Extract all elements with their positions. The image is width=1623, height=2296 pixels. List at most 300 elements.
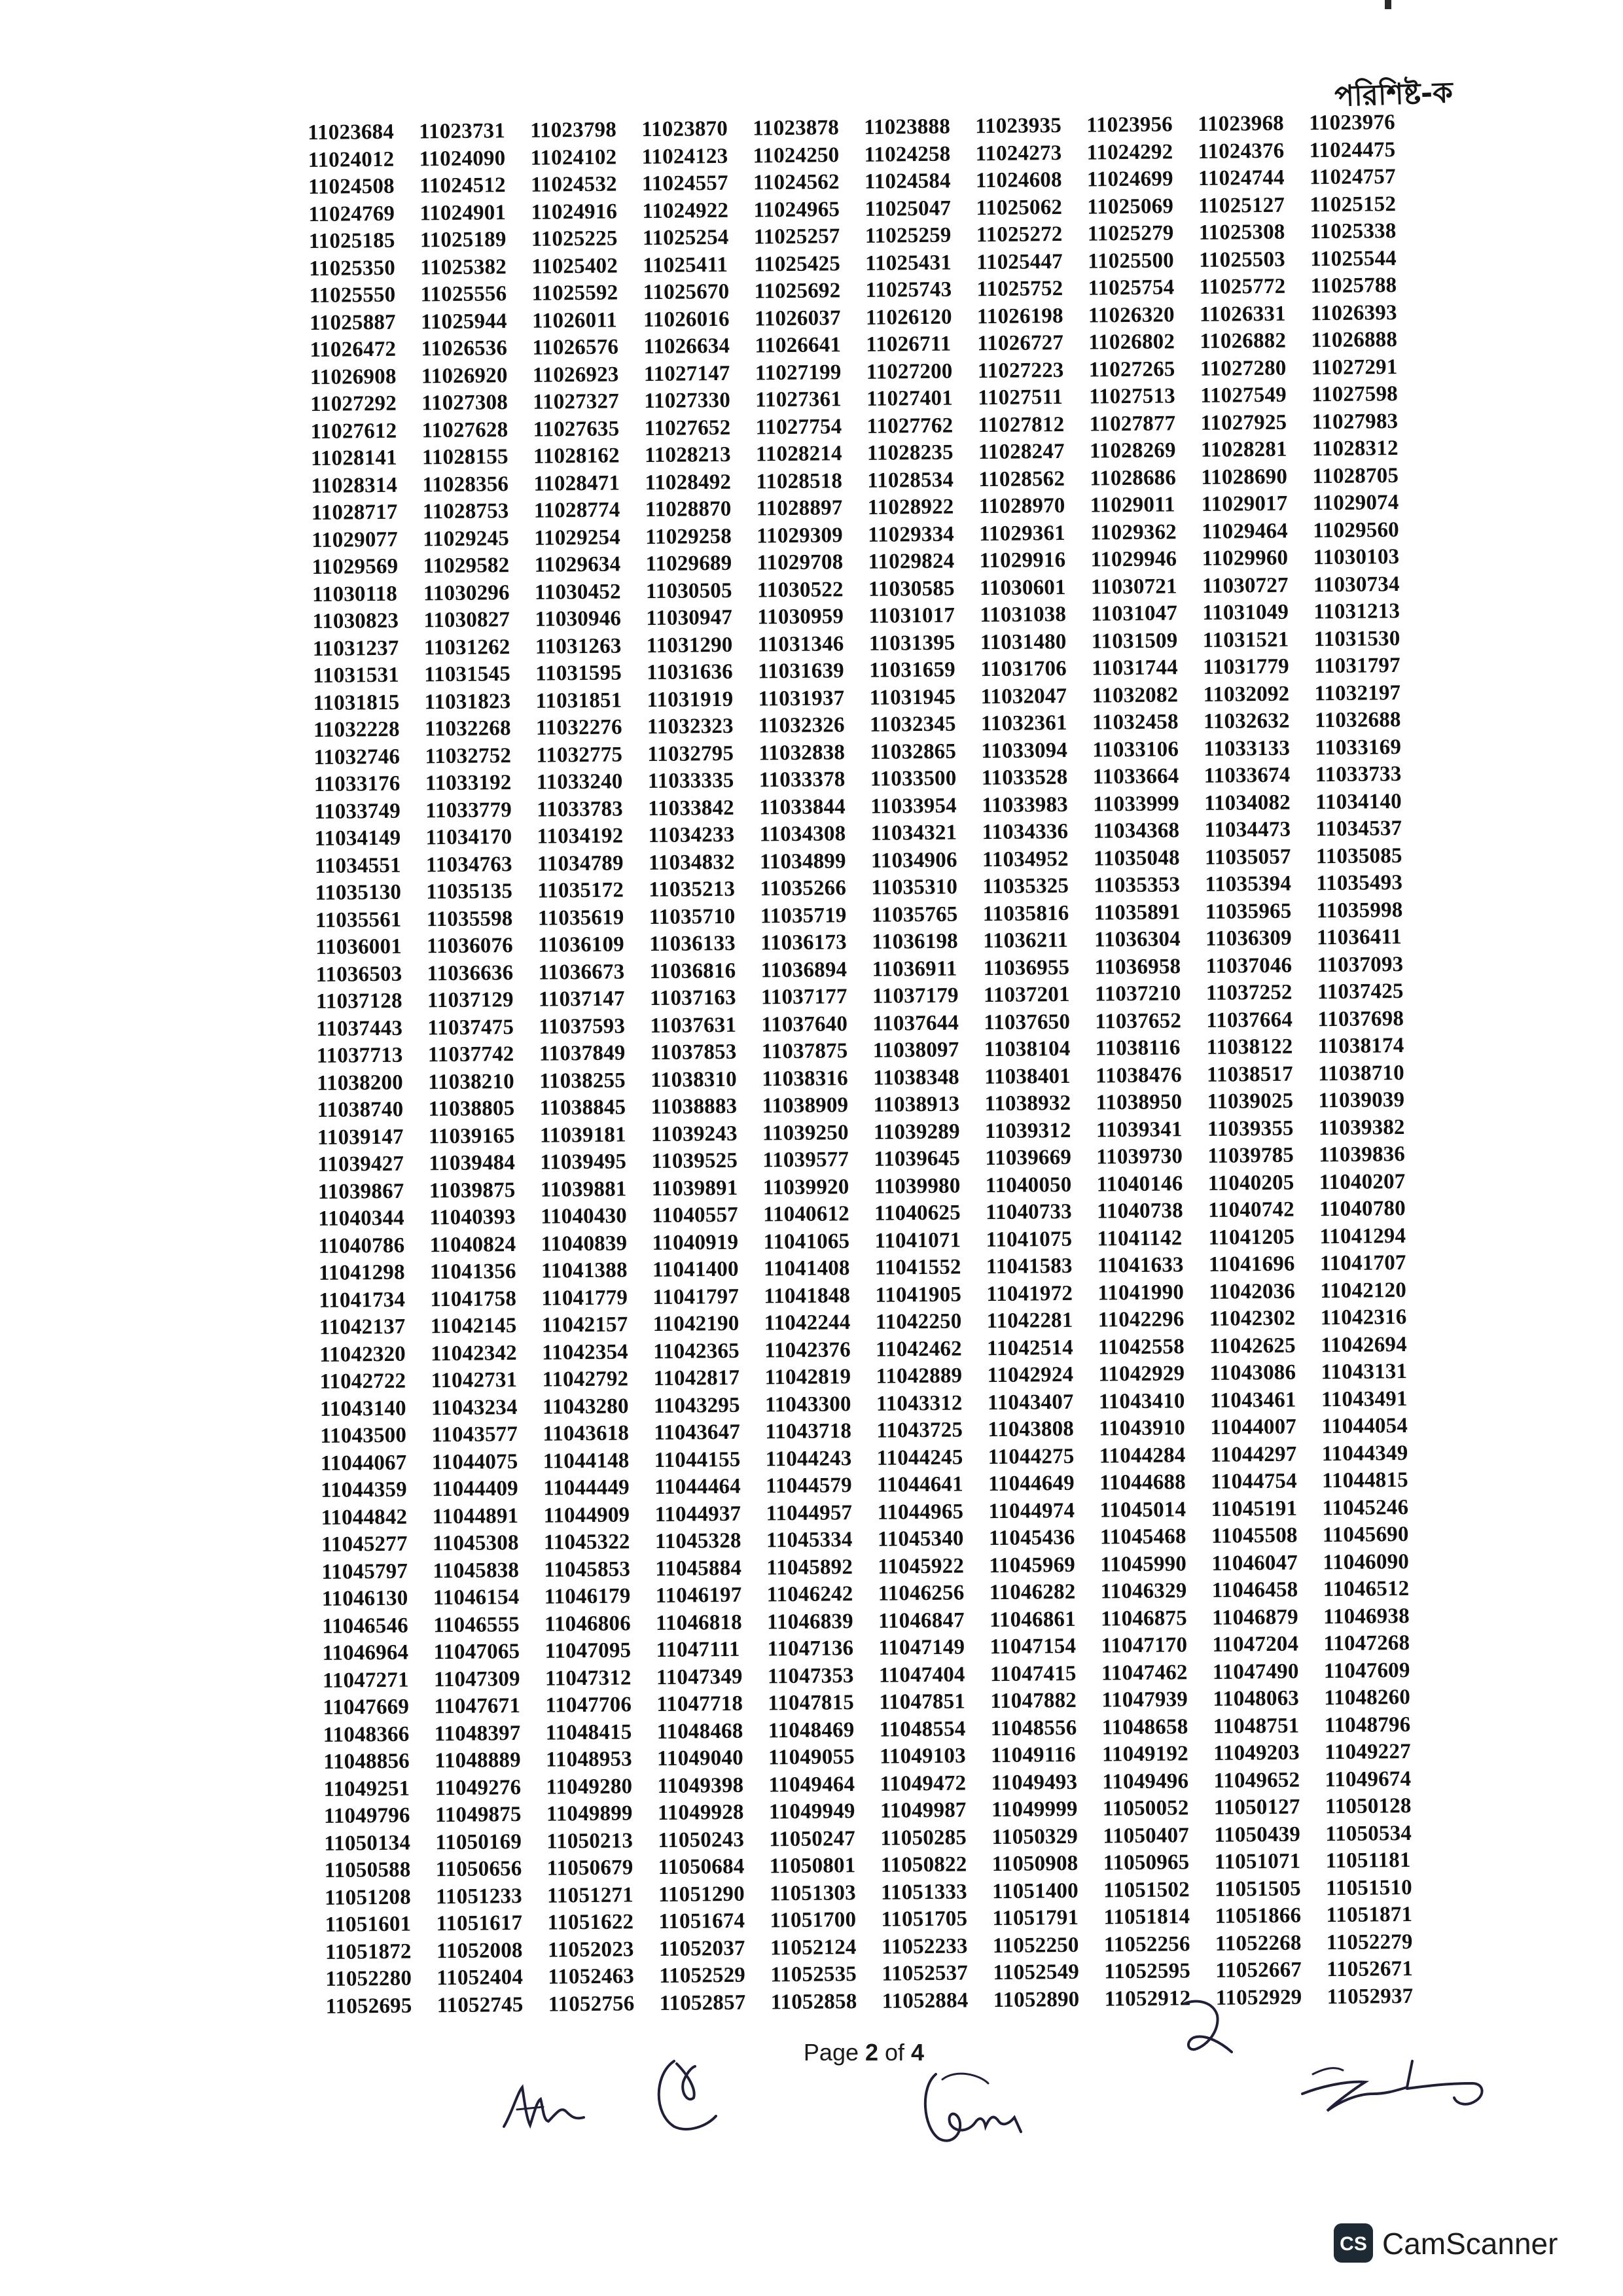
roll-number-cell: 11043725 xyxy=(876,1418,963,1443)
roll-number-cell: 11024102 xyxy=(530,145,617,170)
roll-number-cell: 11046154 xyxy=(433,1585,520,1610)
page-total: 4 xyxy=(911,2039,925,2066)
roll-number-cell: 11038116 xyxy=(1095,1036,1181,1061)
roll-number-cell: 11026923 xyxy=(532,362,619,387)
roll-number-cell: 11035135 xyxy=(426,879,513,904)
roll-number-cell: 11043808 xyxy=(988,1417,1075,1442)
roll-number-cell: 11027292 xyxy=(310,391,397,417)
roll-number-cell: 11023935 xyxy=(974,114,1062,139)
roll-number-cell: 11036673 xyxy=(538,960,625,985)
roll-number-cell: 11037201 xyxy=(983,983,1070,1008)
roll-number-cell: 11036636 xyxy=(427,961,514,986)
roll-number-cell: 11051233 xyxy=(435,1884,523,1909)
roll-number-cell: 11039312 xyxy=(984,1118,1071,1143)
roll-number-cell: 11027812 xyxy=(978,412,1065,437)
roll-number-cell: 11045797 xyxy=(321,1559,408,1584)
roll-number-cell: 11038710 xyxy=(1317,1061,1405,1086)
roll-number-cell: 11034537 xyxy=(1315,817,1402,841)
roll-number-cell: 11033192 xyxy=(425,771,512,796)
roll-number-table xyxy=(308,109,1438,2021)
roll-number-cell: 11029074 xyxy=(1312,491,1399,516)
roll-number-cell: 11052890 xyxy=(993,1987,1080,2012)
roll-number-cell: 11030727 xyxy=(1202,573,1289,598)
roll-number-cell: 11035965 xyxy=(1205,899,1292,924)
roll-number-cell: 11044965 xyxy=(877,1500,964,1525)
roll-number-cell: 11040780 xyxy=(1319,1197,1406,1222)
roll-number-cell: 11035085 xyxy=(1315,843,1402,869)
roll-number-cell: 11042514 xyxy=(986,1335,1074,1360)
roll-number-cell: 11039881 xyxy=(540,1177,627,1202)
roll-number-cell: 11037163 xyxy=(649,986,736,1011)
roll-number-cell: 11026920 xyxy=(421,363,508,389)
roll-number-cell: 11029334 xyxy=(867,522,955,547)
roll-number-cell: 11040919 xyxy=(652,1230,739,1255)
roll-number-cell: 11027925 xyxy=(1200,410,1287,435)
roll-number-cell: 11026120 xyxy=(865,305,952,330)
roll-number-cell: 11024376 xyxy=(1198,139,1285,164)
roll-number-cell: 11047706 xyxy=(545,1693,632,1718)
roll-number-cell: 11026331 xyxy=(1199,302,1286,327)
roll-number-cell: 11051601 xyxy=(325,1912,412,1937)
roll-number-cell: 11037593 xyxy=(539,1014,626,1039)
roll-number-cell: 11043461 xyxy=(1209,1388,1296,1413)
roll-number-cell: 11023976 xyxy=(1308,111,1396,135)
roll-number-cell: 11046329 xyxy=(1100,1579,1187,1604)
roll-number-cell: 11051208 xyxy=(324,1885,412,1910)
roll-number-cell: 11028235 xyxy=(866,440,954,466)
roll-number-cell: 11024273 xyxy=(975,141,1062,166)
roll-number-cell: 11043491 xyxy=(1321,1386,1408,1411)
roll-number-cell: 11047204 xyxy=(1212,1632,1299,1657)
roll-number-cell: 11031509 xyxy=(1091,629,1178,654)
roll-number-cell: 11029017 xyxy=(1201,491,1288,517)
roll-number-cell: 11049251 xyxy=(323,1776,410,1801)
roll-number-cell: 11049674 xyxy=(1325,1767,1412,1792)
roll-number-cell: 11027628 xyxy=(421,417,508,443)
roll-number-cell: 11033779 xyxy=(425,798,512,823)
roll-number-cell: 11030585 xyxy=(868,576,955,601)
roll-number-cell: 11038348 xyxy=(872,1065,960,1090)
roll-number-cell: 11042316 xyxy=(1320,1305,1407,1330)
roll-number-cell: 11025189 xyxy=(419,228,507,253)
roll-number-cell: 11050285 xyxy=(880,1826,967,1850)
roll-number-cell: 11040393 xyxy=(429,1205,516,1230)
roll-number-cell: 11042281 xyxy=(986,1309,1073,1333)
roll-number-cell: 11043295 xyxy=(653,1393,740,1418)
roll-number-cell: 11052008 xyxy=(436,1938,523,1963)
roll-number-cell: 11031290 xyxy=(646,633,733,658)
roll-number-cell: 11037475 xyxy=(427,1015,514,1040)
roll-number-cell: 11029464 xyxy=(1201,519,1289,544)
roll-number-cell: 11026641 xyxy=(755,333,842,358)
roll-number-cell: 11029916 xyxy=(979,548,1066,573)
roll-number-cell: 11046879 xyxy=(1211,1605,1298,1630)
roll-number-cell: 11033674 xyxy=(1204,763,1291,788)
roll-number-cell: 11024699 xyxy=(1086,167,1173,192)
roll-number-cell: 11044891 xyxy=(432,1504,519,1529)
roll-number-cell: 11034906 xyxy=(870,848,957,873)
roll-number-cell: 11045838 xyxy=(433,1558,520,1583)
roll-number-cell: 11034140 xyxy=(1315,789,1402,815)
roll-number-cell: 11049103 xyxy=(879,1744,967,1769)
roll-number-cell: 11023956 xyxy=(1086,113,1173,137)
roll-number-cell: 11035998 xyxy=(1316,898,1403,923)
roll-number-cell: 11052529 xyxy=(659,1963,746,1988)
roll-number-cell: 11047851 xyxy=(879,1689,966,1714)
roll-number-cell: 11025556 xyxy=(420,282,507,307)
roll-number-cell: 11025743 xyxy=(865,277,952,303)
roll-number-cell: 11028155 xyxy=(421,445,508,470)
roll-number-cell: 11052463 xyxy=(548,1964,635,1989)
roll-number-cell: 11046818 xyxy=(655,1610,743,1635)
roll-number-cell: 11037128 xyxy=(315,989,402,1014)
roll-number-cell: 11040625 xyxy=(874,1201,961,1226)
roll-number-cell: 11025382 xyxy=(420,255,507,280)
roll-number-cell: 11032795 xyxy=(647,741,734,766)
roll-number-cell: 11035266 xyxy=(760,876,847,901)
roll-number-cell: 11035598 xyxy=(426,906,513,932)
roll-number-cell: 11049899 xyxy=(546,1801,633,1826)
roll-number-cell: 11052549 xyxy=(993,1960,1080,1985)
roll-number-cell: 11038805 xyxy=(428,1097,515,1122)
roll-number-cell: 11051271 xyxy=(546,1883,634,1908)
roll-number-cell: 11034192 xyxy=(537,824,624,849)
roll-number-cell: 11051303 xyxy=(769,1881,857,1906)
roll-number-cell: 11033733 xyxy=(1315,762,1402,787)
roll-number-cell: 11032228 xyxy=(313,717,400,743)
roll-number-cell: 11046964 xyxy=(322,1640,409,1666)
roll-number-cell: 11029634 xyxy=(534,552,621,577)
roll-number-cell: 11039920 xyxy=(762,1174,849,1200)
roll-number-cell: 11028686 xyxy=(1090,466,1177,491)
roll-number-cell: 11028492 xyxy=(645,470,732,495)
roll-number-cell: 11028970 xyxy=(978,494,1065,519)
roll-number-cell: 11035057 xyxy=(1204,845,1291,870)
roll-number-cell: 11045853 xyxy=(544,1557,631,1582)
roll-number-cell: 11040050 xyxy=(985,1173,1072,1197)
roll-number-cell: 11050656 xyxy=(435,1857,522,1882)
roll-number-cell: 11025772 xyxy=(1199,274,1286,300)
roll-number-cell: 11028705 xyxy=(1312,463,1399,489)
roll-number-cell: 11031797 xyxy=(1313,654,1401,679)
roll-number-cell: 11043618 xyxy=(543,1421,630,1446)
roll-number-cell: 11023888 xyxy=(863,115,951,140)
roll-number-cell: 11024012 xyxy=(308,147,395,172)
roll-number-cell: 11034763 xyxy=(425,852,512,877)
roll-number-cell: 11024769 xyxy=(308,202,395,226)
roll-number-cell: 11044842 xyxy=(321,1505,408,1530)
roll-number-cell: 11044909 xyxy=(543,1503,630,1528)
roll-number-cell: 11030296 xyxy=(423,580,510,606)
roll-number-cell: 11042817 xyxy=(653,1366,740,1391)
roll-number-cell: 11042889 xyxy=(876,1364,963,1389)
roll-number-cell: 11042819 xyxy=(764,1365,851,1390)
camscanner-badge-text: CS xyxy=(1340,2233,1367,2255)
roll-number-cell: 11050588 xyxy=(324,1858,411,1883)
roll-number-cell: 11024744 xyxy=(1198,166,1285,191)
roll-number-cell: 11024292 xyxy=(1086,140,1173,165)
roll-number-cell: 11037425 xyxy=(1317,980,1404,1004)
roll-number-cell: 11046282 xyxy=(989,1580,1076,1605)
roll-number-cell: 11043280 xyxy=(542,1394,629,1419)
roll-number-cell: 11041298 xyxy=(318,1260,405,1286)
roll-number-cell: 11043718 xyxy=(765,1419,852,1444)
roll-number-cell: 11050169 xyxy=(435,1829,522,1854)
roll-number-cell: 11047095 xyxy=(544,1638,632,1663)
roll-number-cell: 11050213 xyxy=(546,1829,633,1854)
roll-number-cell: 11045468 xyxy=(1099,1525,1186,1549)
roll-number-cell: 11047490 xyxy=(1212,1659,1299,1684)
page-prefix: Page xyxy=(803,2039,865,2066)
roll-number-cell: 11052745 xyxy=(437,1992,524,2017)
roll-number-cell: 11048796 xyxy=(1324,1712,1411,1737)
signature-4-icon xyxy=(1171,1989,1243,2068)
roll-number-cell: 11030827 xyxy=(423,608,510,633)
roll-number-cell: 11037147 xyxy=(538,987,625,1012)
roll-number-cell: 11047609 xyxy=(1323,1658,1410,1683)
roll-number-cell: 11028562 xyxy=(978,467,1065,491)
roll-number-cell: 11051622 xyxy=(547,1910,634,1935)
roll-number-cell: 11047312 xyxy=(544,1666,632,1691)
roll-number-cell: 11046861 xyxy=(989,1607,1077,1632)
roll-number-cell: 11032838 xyxy=(758,740,846,766)
roll-number-cell: 11044815 xyxy=(1321,1468,1408,1493)
roll-number-cell: 11041388 xyxy=(541,1258,628,1283)
roll-number-cell: 11047268 xyxy=(1323,1631,1410,1656)
roll-number-cell: 11036911 xyxy=(872,957,957,981)
roll-number-cell: 11029946 xyxy=(1090,547,1177,572)
roll-number-cell: 11034321 xyxy=(870,821,957,846)
roll-number-cell: 11023870 xyxy=(641,117,728,142)
roll-number-cell: 11042137 xyxy=(319,1315,406,1340)
roll-number-cell: 11025447 xyxy=(976,249,1063,274)
roll-number-cell: 11044148 xyxy=(543,1449,630,1474)
roll-number-cell: 11030823 xyxy=(312,609,399,634)
roll-number-cell: 11047349 xyxy=(656,1665,743,1689)
roll-number-cell: 11039341 xyxy=(1096,1117,1183,1142)
roll-number-cell: 11026393 xyxy=(1310,300,1397,326)
roll-number-cell: 11050243 xyxy=(658,1828,745,1852)
roll-number-cell: 11046197 xyxy=(655,1583,742,1608)
roll-number-cell: 11041142 xyxy=(1097,1226,1183,1251)
roll-number-cell: 11026536 xyxy=(421,336,508,361)
roll-number-cell: 11042244 xyxy=(764,1311,851,1335)
roll-number-cell: 11046458 xyxy=(1211,1578,1298,1603)
roll-number-cell: 11040738 xyxy=(1096,1199,1184,1224)
roll-number-cell: 11047404 xyxy=(878,1663,965,1687)
roll-number-cell: 11039427 xyxy=(317,1152,404,1177)
roll-number-cell: 11045990 xyxy=(1100,1551,1187,1577)
roll-number-cell: 11026320 xyxy=(1088,303,1175,328)
roll-number-cell: 11031636 xyxy=(646,660,734,685)
roll-number-cell: 11037698 xyxy=(1317,1006,1404,1031)
roll-number-cell: 11037210 xyxy=(1094,981,1181,1006)
roll-number-cell: 11051700 xyxy=(770,1908,857,1933)
roll-number-cell: 11024258 xyxy=(864,142,951,167)
roll-number-cell: 11042302 xyxy=(1209,1306,1296,1332)
roll-number-cell: 11031531 xyxy=(312,663,400,688)
roll-number-cell: 11050329 xyxy=(991,1824,1079,1849)
roll-number-cell: 11024512 xyxy=(419,173,506,198)
roll-number-cell: 11039289 xyxy=(873,1120,960,1144)
roll-number-cell: 11039484 xyxy=(429,1151,516,1176)
roll-number-cell: 11037179 xyxy=(872,983,959,1009)
roll-number-cell: 11033528 xyxy=(981,766,1068,790)
roll-number-cell: 11052695 xyxy=(325,1994,412,2019)
roll-number-cell: 11031595 xyxy=(535,661,622,686)
roll-number-cell: 11029245 xyxy=(422,526,510,552)
roll-number-cell: 11029569 xyxy=(312,554,399,580)
roll-number-cell: 11036076 xyxy=(426,934,514,959)
roll-number-cell: 11036001 xyxy=(315,934,402,960)
roll-number-cell: 11031263 xyxy=(535,634,622,659)
roll-number-cell: 11044284 xyxy=(1099,1443,1186,1468)
roll-number-cell: 11047462 xyxy=(1101,1660,1188,1686)
roll-number-cell: 11024557 xyxy=(641,171,728,196)
roll-number-cell: 11029309 xyxy=(756,523,844,548)
roll-number-cell: 11045328 xyxy=(654,1528,741,1554)
roll-number-cell: 11032197 xyxy=(1314,680,1401,706)
roll-number-cell: 11042722 xyxy=(319,1369,406,1394)
roll-number-cell: 11046256 xyxy=(878,1581,965,1606)
roll-number-cell: 11041205 xyxy=(1208,1225,1295,1250)
roll-number-cell: 11035891 xyxy=(1094,900,1181,925)
roll-number-cell: 11025257 xyxy=(753,224,840,249)
roll-number-cell: 11037631 xyxy=(650,1013,737,1038)
roll-number-cell: 11043312 xyxy=(876,1391,963,1416)
roll-number-cell: 11029960 xyxy=(1202,546,1289,571)
roll-number-cell: 11048415 xyxy=(545,1720,632,1745)
roll-number-cell: 11039147 xyxy=(317,1125,404,1150)
roll-number-cell: 11051333 xyxy=(880,1880,967,1905)
roll-number-cell: 11025308 xyxy=(1198,220,1285,245)
roll-number-cell: 11035213 xyxy=(649,877,736,902)
roll-number-cell: 11048063 xyxy=(1213,1686,1300,1712)
roll-number-cell: 11044067 xyxy=(320,1451,407,1475)
roll-number-cell: 11046179 xyxy=(544,1584,631,1609)
roll-number-cell: 11031346 xyxy=(757,631,844,657)
roll-number-cell: 11043234 xyxy=(431,1395,518,1421)
roll-number-cell: 11039730 xyxy=(1096,1144,1183,1169)
roll-number-cell: 11043407 xyxy=(987,1390,1074,1415)
roll-number-cell: 11052884 xyxy=(882,1988,969,2013)
roll-number-cell: 11042376 xyxy=(764,1337,851,1363)
roll-number-cell: 11037129 xyxy=(427,988,514,1013)
roll-number-cell: 11027223 xyxy=(977,358,1064,383)
roll-number-cell: 11046242 xyxy=(766,1582,853,1607)
roll-number-cell: 11025544 xyxy=(1310,246,1397,272)
roll-number-cell: 11035493 xyxy=(1316,871,1403,896)
roll-number-cell: 11039025 xyxy=(1207,1089,1294,1114)
roll-number-cell: 11040344 xyxy=(317,1206,405,1231)
roll-number-cell: 11044449 xyxy=(543,1475,630,1500)
roll-number-cell: 11027635 xyxy=(533,417,620,442)
roll-number-cell: 11025279 xyxy=(1087,221,1174,246)
roll-number-cell: 11026198 xyxy=(976,304,1063,328)
roll-number-cell: 11035561 xyxy=(315,908,402,932)
roll-number-grid xyxy=(308,109,1438,2021)
roll-number-cell: 11025402 xyxy=(531,254,618,279)
roll-number-cell: 11031706 xyxy=(980,657,1067,682)
roll-number-cell: 11030947 xyxy=(646,606,733,631)
roll-number-cell: 11027877 xyxy=(1089,412,1176,436)
roll-number-cell: 11031545 xyxy=(423,662,511,687)
roll-number-cell: 11046875 xyxy=(1100,1606,1187,1631)
roll-number-cell: 11043131 xyxy=(1321,1360,1408,1385)
roll-number-cell: 11038401 xyxy=(984,1064,1071,1089)
roll-number-cell: 11039577 xyxy=(762,1148,849,1173)
roll-number-cell: 11041848 xyxy=(764,1283,851,1309)
roll-number-cell: 11038097 xyxy=(872,1038,959,1063)
roll-number-cell: 11050127 xyxy=(1213,1795,1300,1820)
roll-number-cell: 11034336 xyxy=(982,820,1069,845)
roll-number-cell: 11045340 xyxy=(877,1527,964,1551)
roll-number-cell: 11032326 xyxy=(758,713,845,738)
roll-number-cell: 11024965 xyxy=(753,197,840,222)
roll-number-cell: 11044245 xyxy=(876,1445,963,1470)
roll-number-cell: 11025254 xyxy=(642,226,729,251)
roll-number-cell: 11033842 xyxy=(647,796,735,821)
roll-number-cell: 11051705 xyxy=(881,1907,968,1932)
roll-number-cell: 11028518 xyxy=(756,468,843,494)
roll-number-cell: 11025411 xyxy=(642,253,728,277)
roll-number-cell: 11032323 xyxy=(647,715,734,739)
roll-number-cell: 11025152 xyxy=(1310,192,1397,217)
roll-number-cell: 11044974 xyxy=(988,1498,1075,1523)
roll-number-cell: 11033169 xyxy=(1315,735,1402,760)
roll-number-cell: 11050128 xyxy=(1325,1794,1412,1819)
roll-number-cell: 11042694 xyxy=(1320,1332,1407,1357)
roll-number-cell: 11038909 xyxy=(762,1093,849,1118)
roll-number-cell: 11038310 xyxy=(650,1067,738,1092)
roll-number-cell: 11028471 xyxy=(533,471,620,496)
roll-number-cell: 11050679 xyxy=(546,1856,633,1881)
roll-number-cell: 11052756 xyxy=(548,1992,635,2017)
roll-number-cell: 11031945 xyxy=(869,685,956,710)
roll-number-cell: 11025127 xyxy=(1198,193,1285,218)
roll-number-cell: 11029077 xyxy=(311,527,399,552)
roll-number-cell: 11037443 xyxy=(316,1016,403,1041)
roll-number-cell: 11039181 xyxy=(539,1123,626,1148)
roll-number-cell: 11035816 xyxy=(982,901,1069,926)
roll-number-cell: 11032047 xyxy=(980,684,1067,709)
roll-number-cell: 11047136 xyxy=(767,1636,854,1661)
roll-number-cell: 11049055 xyxy=(768,1745,855,1770)
roll-number-cell: 11035710 xyxy=(649,904,736,929)
roll-number-cell: 11033983 xyxy=(981,792,1069,817)
roll-number-cell: 11028213 xyxy=(644,443,731,468)
roll-number-cell: 11042190 xyxy=(652,1312,740,1337)
roll-number-cell: 11044957 xyxy=(766,1500,853,1526)
roll-number-cell: 11044754 xyxy=(1210,1469,1297,1494)
roll-number-cell: 11023731 xyxy=(419,119,506,144)
roll-number-cell: 11031639 xyxy=(757,659,845,684)
roll-number-cell: 11027280 xyxy=(1200,356,1287,381)
roll-number-cell: 11037650 xyxy=(984,1010,1071,1034)
roll-number-cell: 11039525 xyxy=(651,1149,738,1174)
roll-number-cell: 11052937 xyxy=(1327,1984,1414,2009)
roll-number-cell: 11048953 xyxy=(545,1747,633,1772)
roll-number-cell: 11040786 xyxy=(318,1233,405,1258)
roll-number-cell: 11031480 xyxy=(980,629,1067,654)
roll-number-cell: 11047309 xyxy=(433,1667,520,1692)
roll-number-cell: 11036304 xyxy=(1094,927,1181,952)
page-separator: of xyxy=(878,2039,912,2066)
roll-number-cell: 11029824 xyxy=(868,549,955,574)
roll-number-cell: 11030721 xyxy=(1090,574,1177,599)
roll-number-cell: 11033954 xyxy=(870,794,957,819)
roll-number-cell: 11042250 xyxy=(875,1309,962,1335)
